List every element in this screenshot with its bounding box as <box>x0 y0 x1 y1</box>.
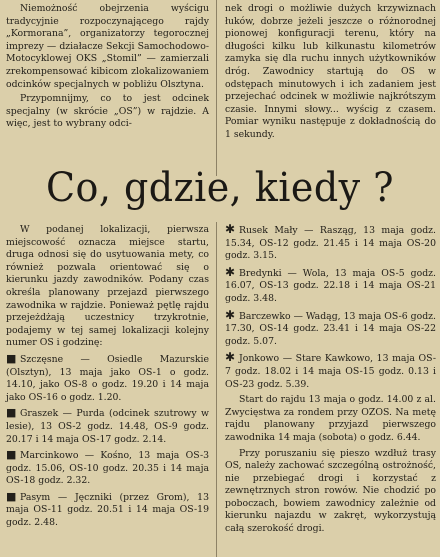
body-column-left <box>6 224 209 530</box>
stage-item <box>225 352 436 391</box>
headline: Co, gdzie, kiedy ? <box>45 165 395 211</box>
square-bullet-icon: ■ <box>6 489 17 503</box>
stage-text: Szczęsne — Osiedle Mazurskie (Olsztyn), 13 maja jako OS-1 o godz. 14.10, jako OS-8 o godz. 19.20 i 14 maja jako OS-16 o godz. 1.20. <box>6 353 209 403</box>
square-bullet-icon: ■ <box>6 406 17 420</box>
intro-column-left <box>6 3 209 131</box>
stage-text: Jonkowo — Stare Kawkowo, 13 maja OS-7 godz. 18.02 i 14 maja OS-15 godz. 0.13 i OS-23 godz. 5.39. <box>225 353 436 390</box>
intro-column-right <box>225 3 436 142</box>
safety-note-paragraph: Przy poruszaniu się pieszo wzdłuż trasy OS, należy zachować szczególną ostrożność, nie przebiegać drogi i korzystać z zewnętrznych stron rowów. Nie chodzić po poboczach, bowiem zawodnicy zależnie od kierunku najazdu w zakręt, wykorzystują całą szerokość drogi. <box>225 447 436 535</box>
stage-text: Bredynki — Wola, 13 maja OS-5 godz. 16.07, OS-13 godz. 22.18 i 14 maja OS-21 godz. 3.48. <box>225 267 436 304</box>
intro-paragraph-2: Przypomnijmy, co to jest odcinek specjalny (w skrócie „OS”) w rajdzie. A więc, jest to wybrany odci- <box>6 93 209 130</box>
stage-text: Marcinkowo — Kośno, 13 maja OS-3 godz. 15.06, OS-10 godz. 20.35 i 14 maja OS-18 godz. 2.32. <box>6 450 209 487</box>
stage-item <box>6 450 209 488</box>
stage-item <box>6 489 209 530</box>
column-divider-top <box>216 0 217 176</box>
stage-item <box>225 264 436 306</box>
star-bullet-icon: ✱ <box>225 307 236 322</box>
stage-item <box>225 307 436 349</box>
star-bullet-icon: ✱ <box>225 264 236 279</box>
column-divider-bottom <box>216 222 217 557</box>
stage-item <box>225 224 436 263</box>
square-bullet-icon: ■ <box>6 448 17 462</box>
start-info-paragraph: Start do rajdu 13 maja o godz. 14.00 z al. Zwycięstwa za rondem przy OZOS. Na metę rajdu planowany przyjazd pierwszego zawodnika 14 maja (sobota) o godz. 6.44. <box>225 394 436 443</box>
stage-item <box>6 408 209 446</box>
stage-text: Rusek Mały — Rasząg, 13 maja godz. 15.34, OS-12 godz. 21.45 i 14 maja OS-20 godz. 3.15. <box>225 225 436 262</box>
star-bullet-icon: ✱ <box>225 222 236 236</box>
square-bullet-icon: ■ <box>6 351 17 365</box>
body-column-right <box>225 224 436 536</box>
intro-paragraph-1: Niemożność obejrzenia wyścigu tradycyjnie rozpoczynającego rajdy „Kormorana”, organizatorzy tegorocznej imprezy — działacze Sekcji Samochodowo-Motocyklowej OKS „Stomil” — zamierzali zrekompensować kibicom zlokalizowaniem odcinków specjalnych w pobliżu Olsztyna. <box>6 3 209 90</box>
stage-item <box>6 351 209 404</box>
stage-text: Graszek — Purda (odcinek szutrowy w lesie), 13 OS-2 godz. 14.48, OS-9 godz. 20.17 i 14 maja OS-17 godz. 2.14. <box>6 408 209 445</box>
stage-text: Barczewko — Wadąg, 13 maja OS-6 godz. 17.30, OS-14 godz. 23.41 i 14 maja OS-22 godz. 5.07. <box>225 310 436 347</box>
stage-text: Pasym — Jęczniki (przez Grom), 13 maja OS-11 godz. 20.51 i 14 maja OS-19 godz. 2.48. <box>6 491 209 529</box>
body-paragraph-1: W podanej lokalizacji, pierwsza miejscowość oznacza miejsce startu, druga odnosi się do usytuowania mety, co również pozwala orientować się o kierunku jazdy zawodników. Podany czas określa planowany przejazd pierwszego zawodnika w rajdzie. Ponieważ pętlę rajdu przejeżdżają uczestnicy trzykrotnie, podajemy w tej samej lokalizacji kolejny numer OS i godzinę: <box>6 224 209 349</box>
star-bullet-icon: ✱ <box>225 350 236 365</box>
intro-paragraph-continued: nek drogi o możliwie dużych krzywiznach łuków, dobrze jeżeli jeszcze o różnorodnej pionowej konfiguracji terenu, który na długości kilku lub kilkunastu kilometrów zamyka się dla ruchu innych użytkowników dróg. Zawodnicy startują do OS w odstępach minutowych i ich zadaniem jest przejechać odcinek w możliwie najkrótszym czasie. Innymi słowy... wyścig z czasem. Pomiar wyniku następuje z dokładnością do 1 sekundy. <box>225 3 436 140</box>
